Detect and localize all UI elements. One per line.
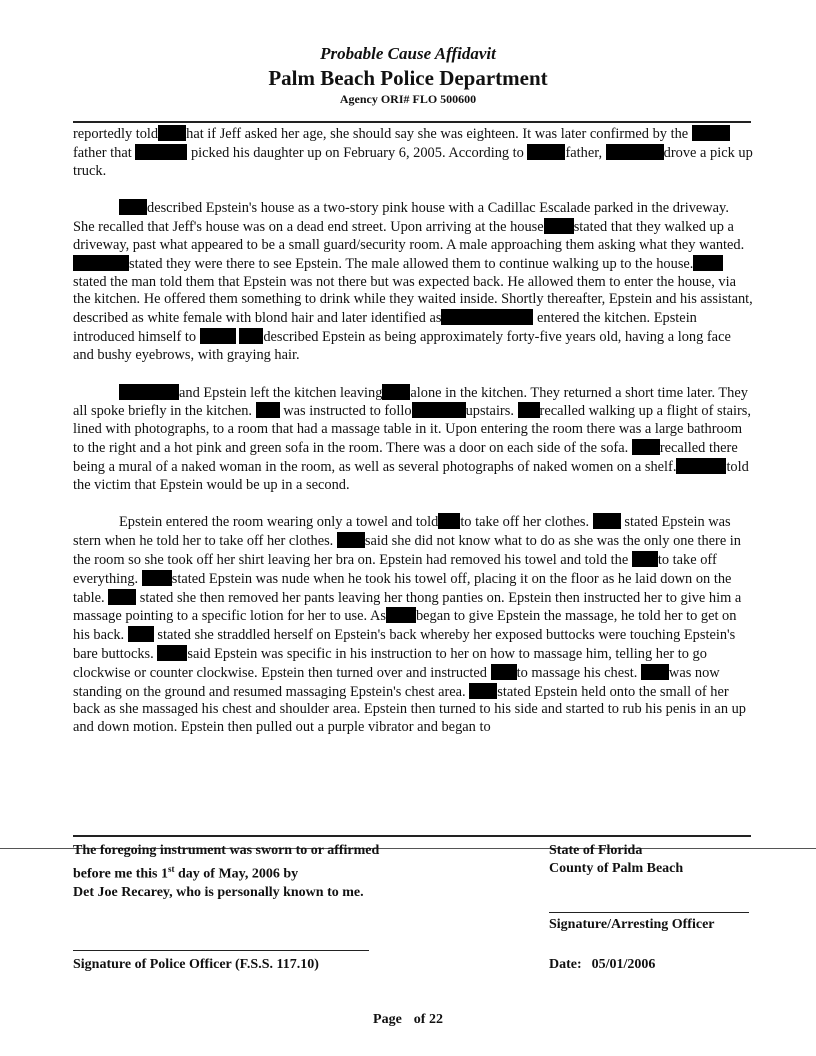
text-segment: told the victim that Epstein would be up in a second. (73, 458, 749, 493)
text-segment: was instructed to follo (283, 403, 412, 420)
text-segment: to massage his chest. (516, 664, 638, 681)
redaction-block (441, 309, 533, 325)
jurisdiction (549, 842, 759, 878)
redaction-block (544, 218, 574, 234)
paragraph-3 (73, 384, 753, 495)
page-total: of 22 (413, 1012, 443, 1027)
text-segment: stated they were there to see Epstein. The male allowed them to continue walking up to the house. (129, 255, 694, 272)
redaction-block (469, 683, 497, 699)
redaction-block (693, 255, 723, 271)
text-segment: recalled walking up a flight of stairs, lined with photographs, to a room that had a massage table in it. Upon entering the room there was a large bathroom to the right and a hot pink and green sofa in the room. There was a door on each side of the sofa. (73, 403, 751, 456)
date-field (549, 956, 655, 974)
text-segment: stated she then removed her pants leaving her thong panties on. Epstein then instructed her to give him a massage pointing to a specific lotion for her to use. As (73, 589, 742, 625)
date-value: 05/01/2006 (591, 957, 656, 972)
redaction-block (128, 626, 154, 642)
redaction-block (73, 255, 129, 271)
header-rule (73, 121, 751, 123)
redaction-block (158, 125, 186, 141)
text-segment: stated she straddled herself on Epstein's back whereby her exposed buttocks were touching Epstein's bare buttocks. (73, 627, 736, 662)
text-segment: recalled there being a mural of a naked woman in the room, as well as several photographs of naked women on a shelf. (73, 439, 738, 475)
redaction-block (119, 199, 147, 215)
redaction-block (119, 384, 179, 400)
agency-ori: Agency ORI# FLO 500600 (339, 92, 477, 106)
redaction-block (527, 144, 565, 160)
redaction-block (518, 402, 540, 418)
page-label: Page (373, 1012, 402, 1027)
redaction-block (593, 513, 621, 529)
redaction-block (135, 144, 187, 160)
paragraph-1 (73, 125, 753, 180)
text-segment: Epstein entered the room wearing only a towel and told (119, 514, 439, 531)
redaction-block (632, 551, 658, 567)
redaction-block (108, 589, 136, 605)
redaction-block (157, 645, 187, 661)
text-segment: stated Epstein was nude when he took his towel off, placing it on the floor as he laid down on the table. (73, 570, 732, 606)
sworn-date-prefix: before me this 1 (73, 866, 168, 882)
text-segment: described Epstein as being approximately forty-five years old, having a long face and bushy eyebrows, with graying hair. (73, 328, 731, 363)
date-label: Date: (549, 957, 582, 972)
redaction-block (239, 328, 263, 344)
text-segment: picked his daughter up on February 6, 2005. According to (190, 144, 524, 161)
ordinal-suffix: st (168, 864, 175, 874)
sworn-line: The foregoing instrument was sworn to or affirmed (73, 843, 380, 858)
redaction-block (438, 513, 460, 529)
redaction-block (606, 144, 664, 160)
sworn-date-suffix: day of May, 2006 by (174, 866, 299, 882)
redaction-block (641, 664, 669, 680)
redaction-block (337, 532, 365, 548)
county-name: County of Palm Beach (549, 861, 684, 876)
sworn-statement (73, 842, 543, 902)
text-segment: to take off everything. (73, 551, 717, 587)
text-segment: stated that they walked up a driveway, past what appeared to be a small guard/security room. A male approaching them asking what they wanted. (73, 219, 745, 253)
text-segment: father that (73, 144, 132, 161)
arresting-signature-line (549, 912, 749, 913)
sworn-line: Det Joe Recarey, who is personally known to me. (73, 884, 364, 900)
department-name: Palm Beach Police Department (268, 66, 548, 90)
text-segment: stated Epstein held onto the small of her back as she massaged his chest and shoulder area. Epstein then turned to his side and started to rub his penis in an up and down motion. Epstein then pulled out a purple vibrator and began to (73, 683, 747, 736)
page-number (0, 1012, 816, 1028)
redaction-block (491, 664, 517, 680)
redaction-block (200, 328, 236, 344)
redaction-block (256, 402, 280, 418)
text-segment: began to give Epstein the massage, he told her to get on his back. (73, 608, 737, 644)
state-name: State of Florida (549, 843, 643, 858)
text-segment: upstairs. (465, 403, 514, 420)
text-segment: said she did not know what to do as she was the only one there in the room so she took off her shirt leaving her bra on. Epstein had removed his towel and told the (73, 533, 741, 568)
text-segment: reportedly told (73, 126, 159, 142)
redaction-block (382, 384, 410, 400)
sworn-line (73, 860, 543, 884)
affidavit-body (73, 125, 753, 756)
text-segment: to take off her clothes. (460, 514, 590, 531)
paragraph-2 (73, 199, 753, 364)
arresting-officer-label: Signature/Arresting Officer (549, 917, 715, 932)
text-segment: and Epstein left the kitchen leaving (179, 384, 383, 401)
text-segment: stated Epstein was stern when he told her to take off her clothes. (73, 514, 731, 550)
text-segment: stated the man told them that Epstein was not there but was expected back. He allowed them to enter the house, via the kitchen. He offered them something to drink while they waited inside. Shortly thereafter, Epstein and his assistant, described as white female with blond hair and later identified as (73, 273, 753, 327)
redaction-block (412, 402, 466, 418)
police-officer-signature-label: Signature of Police Officer (F.S.S. 117.10) (73, 957, 319, 972)
text-segment: entered the kitchen. Epstein introduced himself to (73, 310, 697, 345)
redaction-block (386, 607, 416, 623)
text-segment: hat if Jeff asked her age, she should say she was eighteen. It was later confirmed by the (186, 126, 689, 142)
redaction-block (632, 439, 660, 455)
text-segment: described Epstein's house as a two-story pink house with a Cadillac Escalade parked in the driveway. She recalled that Jeff's house was on a dead end street. Upon arriving at the house (73, 200, 729, 236)
police-signature-line (73, 950, 369, 951)
text-segment: said Epstein was specific in his instruction to her on how to massage him, telling her to go clockwise or counter clockwise. Epstein then turned over and instructed (73, 645, 707, 681)
redaction-block (142, 570, 172, 586)
text-segment: was now standing on the ground and resumed massaging Epstein's chest area. (73, 664, 720, 700)
redaction-block (676, 458, 726, 474)
document-title: Probable Cause Affidavit (320, 44, 496, 63)
text-segment: alone in the kitchen. They returned a short time later. They all spoke briefly in the kitchen. (73, 384, 748, 420)
text-segment: father, (565, 144, 603, 161)
paragraph-4 (73, 513, 753, 737)
footer-top-rule (73, 835, 751, 837)
text-segment: drove a pick up truck. (73, 144, 753, 179)
redaction-block (692, 125, 730, 141)
